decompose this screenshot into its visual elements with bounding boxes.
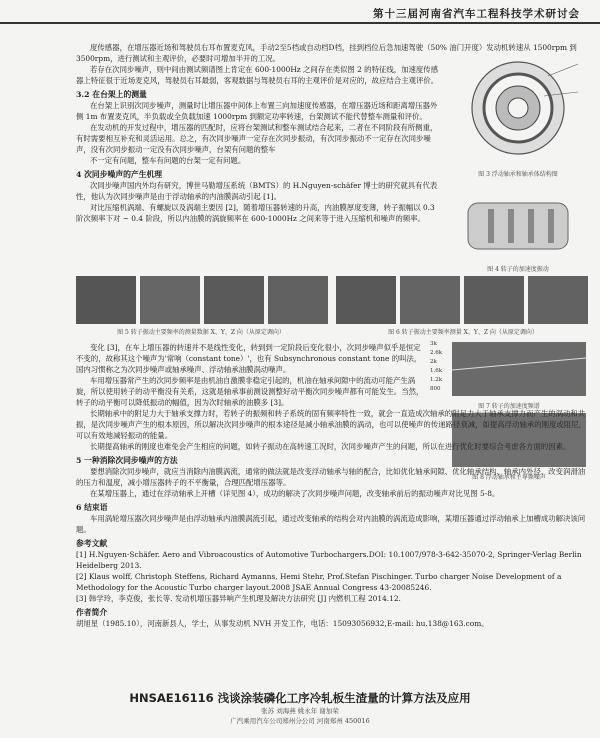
axis-tick: 3k: [430, 341, 437, 347]
section-heading: 4 次同步噪声的产生机理: [76, 170, 163, 179]
spectrogram-images: [76, 276, 588, 324]
figure-6-caption: 图 6 转子振动主要频率测量 X、Y、Z 向（从原定调向）: [388, 329, 538, 336]
reference-item: [3] 韩学玲，李克俊，张长等. 发动机增压器异响产生机理及解决方法研究 [J] 内燃机工程 2014.12.: [76, 594, 401, 603]
axis-tick: 2k: [430, 359, 437, 365]
figure-3-caption: 图 3 浮动轴承和轴承体结构图: [478, 171, 558, 178]
article-body-lower: [76, 342, 588, 629]
next-article-header: [100, 690, 500, 726]
axis-tick: 1.2k: [430, 377, 443, 383]
page-header: [0, 0, 600, 30]
paragraph: 若存在次同步噪声，则中间由测试频谱图上肯定在 600-1000Hz 之间存在类似图 2 的特征线，加速度传感器上特征很于近场麦克风，驾驶员右耳最弱，客观数据与驾驶员右耳的主观评价是对应的，故应结合主观评价。: [76, 65, 439, 85]
figure-5-caption: 图 5 转子振动主要频率的测量数据 X、Y、Z 向（从原定调向）: [117, 329, 285, 336]
paragraph: 在发动机的开发过程中，增压器的匹配时，应将台架测试和整车测试结合起来，二者在不同阶段有所侧重，有时需要相互补充和灵活运用。总之，有次同步噪声一定存在次同步振动，有次同步振动不一定存在次同步噪声，没有次同步振动一定没有次同步噪声，台架有问题的整车: [76, 123, 438, 154]
paragraph: 在某增压器上，通过在浮动轴承上开槽（详见图 4），成功的解决了次同步噪声问题，改变轴承前后的振动噪声对比见图 5-8。: [90, 489, 500, 498]
article-body: [76, 42, 588, 224]
author-bio: 胡旭星（1985.10），河南新县人，学士，从事发动机 NVH 开发工作，电话：15093056932,E-mail: hu.138@163.com。: [76, 619, 489, 628]
section-heading: 5 一种消除次同步噪声的方法: [76, 456, 178, 465]
section-heading: 3.2 在台架上的测量: [76, 90, 147, 99]
figure-4-caption: 图 4 转子的加速度振动: [487, 266, 549, 273]
reference-item: [2] Klaus wolff, Christoph Steffens, Richard Aymanns, Hemi Stehr, Prof.Stefan Pischinger. Turbo charger Noise Development of a Methodology for the Acoustic Turbo charger layout.2008 JSAE Annual Congress 43-20085246.: [76, 572, 562, 592]
reference-item: [1] H.Nguyen-Schäfer. Aero and Vibroacoustics of Automotive Turbochargers.DOI: 10.1007/978-3-642-35070-2, Springer-Verlag Berlin Heidelberg 2013.: [76, 550, 582, 570]
axis-tick: 800: [430, 386, 441, 392]
figure-8-caption: 图 8 浮动轴承和主导频噪声: [472, 474, 546, 481]
next-article-authors: 张苏 刘海燕 姚永年 谢加荣: [261, 707, 339, 715]
author-heading: 作者简介: [76, 608, 108, 617]
header-title: 第十三届河南省汽车工程科技学术研讨会: [373, 8, 580, 20]
axis-tick: 1.6k: [430, 368, 443, 374]
paragraph: 次同步噪声国内外均有研究，博世马勒增压系统（BMTS）的 H.Nguyen-schäfer 博士的研究就具有代表性，他认为次同步噪声是由于浮动轴承的内油膜涡动引起 [1]。: [76, 181, 438, 201]
next-article-affiliation: 广汽乘用汽车公司郑州分公司 河南郑州 450016: [230, 717, 370, 725]
paragraph: 不一定有问题，整车有问题的台架一定有问题。: [90, 156, 246, 165]
next-article-title: HNSAE16116 浅谈涂装磷化工序冷轧板生渣量的计算方法及应用: [129, 691, 471, 705]
paragraph: 车用增压器常产生的次同步频率是由机油自激膜非稳定引起的，机油在轴承间隙中的流动可能产生涡旋，所以使用转子的动平衡没有关系，这就是轴承事前测设测整好动平衡次同步噪声都有可能发生。当然，转子的动平衡可以降低振动的幅值，因为次时轴承的油膜多 [3]。: [76, 376, 424, 407]
paragraph: 度传感器，在增压器近场和驾驶员右耳布置麦克风，手动2至5档或自动档D档，挂到档位后急加速驾驶（50% 油门开度）发动机转速从 1500rpm 到 3500rpm，进行测试和主观评价，必要时可增加半开的工况。: [76, 43, 577, 63]
references-heading: 参考文献: [76, 539, 108, 548]
paragraph: 对比压缩机涡端、有螺旋以及涡端主要因 [2]，随着增压器转速的升高，内油膜厚度变薄，转子振幅以 0.3 阶次频率下对 ~ 0.4 阶段，所以内油膜的涡旋频率在 600-1000Hz 之间来等于进入压缩机和噪声的频率。: [76, 203, 435, 223]
paragraph: 要想消除次同步噪声，就应当消除内油膜涡流，通常的做法就是改变浮动轴承与轴的配合，比如优化轴承间隙、优化轴承结构、轴承内外径、改变润滑油的压力和温度，减小增压器转子的不平衡量，合理匹配增压器等。: [76, 467, 586, 487]
figure-7-caption: 图 7 转子的加速度频谱: [478, 403, 540, 410]
paragraph: 长期提高轴承的刚度也难免会产生相应的问题，如转子振动在高转速工况时，次同步噪声产生的问题，所以在进行优化时要综合考虑各方面的因素。: [90, 442, 571, 451]
axis-tick: 2.6k: [430, 350, 443, 356]
section-heading: 6 结束语: [76, 503, 108, 512]
header-rule: [0, 22, 600, 24]
paragraph: 长期轴承中的附足力大于轴承支撑力时，若转子的振频和转子系统的固有频率特性一致，就会一直造成次轴承的附足力大于轴承支撑力而产生的涡动和共振，是次同步噪声产生的根本原因，所以解决次同步噪声的根本途径是减小轴承油膜的涡动，也可以使噪声的传递路径衰减，如提高浮动轴承的刚度或阻尼，可以有效地减轻振动的能量。: [76, 409, 586, 440]
paragraph: 车用涡轮增压器次同步噪声是由浮动轴承内油膜涡流引起，通过改变轴承的结构会对内油膜的涡流造成影响，某增压器通过浮动轴承上加槽成功解决该问题。: [76, 514, 586, 534]
paragraph: 变化 [3]，在车上增压器的转速并不是线性变化，转到到一定阶段后变化很小，次同步噪声似乎是恒定不变的，故称其这个噪声为'常响（constant tone）'，也有 Subsynchronous constant tone 的叫法，国内习惯称之为次同步噪声或轴承噪声、浮动轴承油膜涡动噪声。: [76, 343, 422, 374]
spectrogram-strip: [76, 276, 588, 336]
paragraph: 在台架上识别次同步噪声，测量时让增压器中间体上布置三向加速度传感器，在增压器近场和距离增压器外侧 1m 布置麦克风，半负载或全负载加速 1000rpm 到额定功率转速，台架测试不能代替整车测量和评价。: [76, 101, 438, 121]
